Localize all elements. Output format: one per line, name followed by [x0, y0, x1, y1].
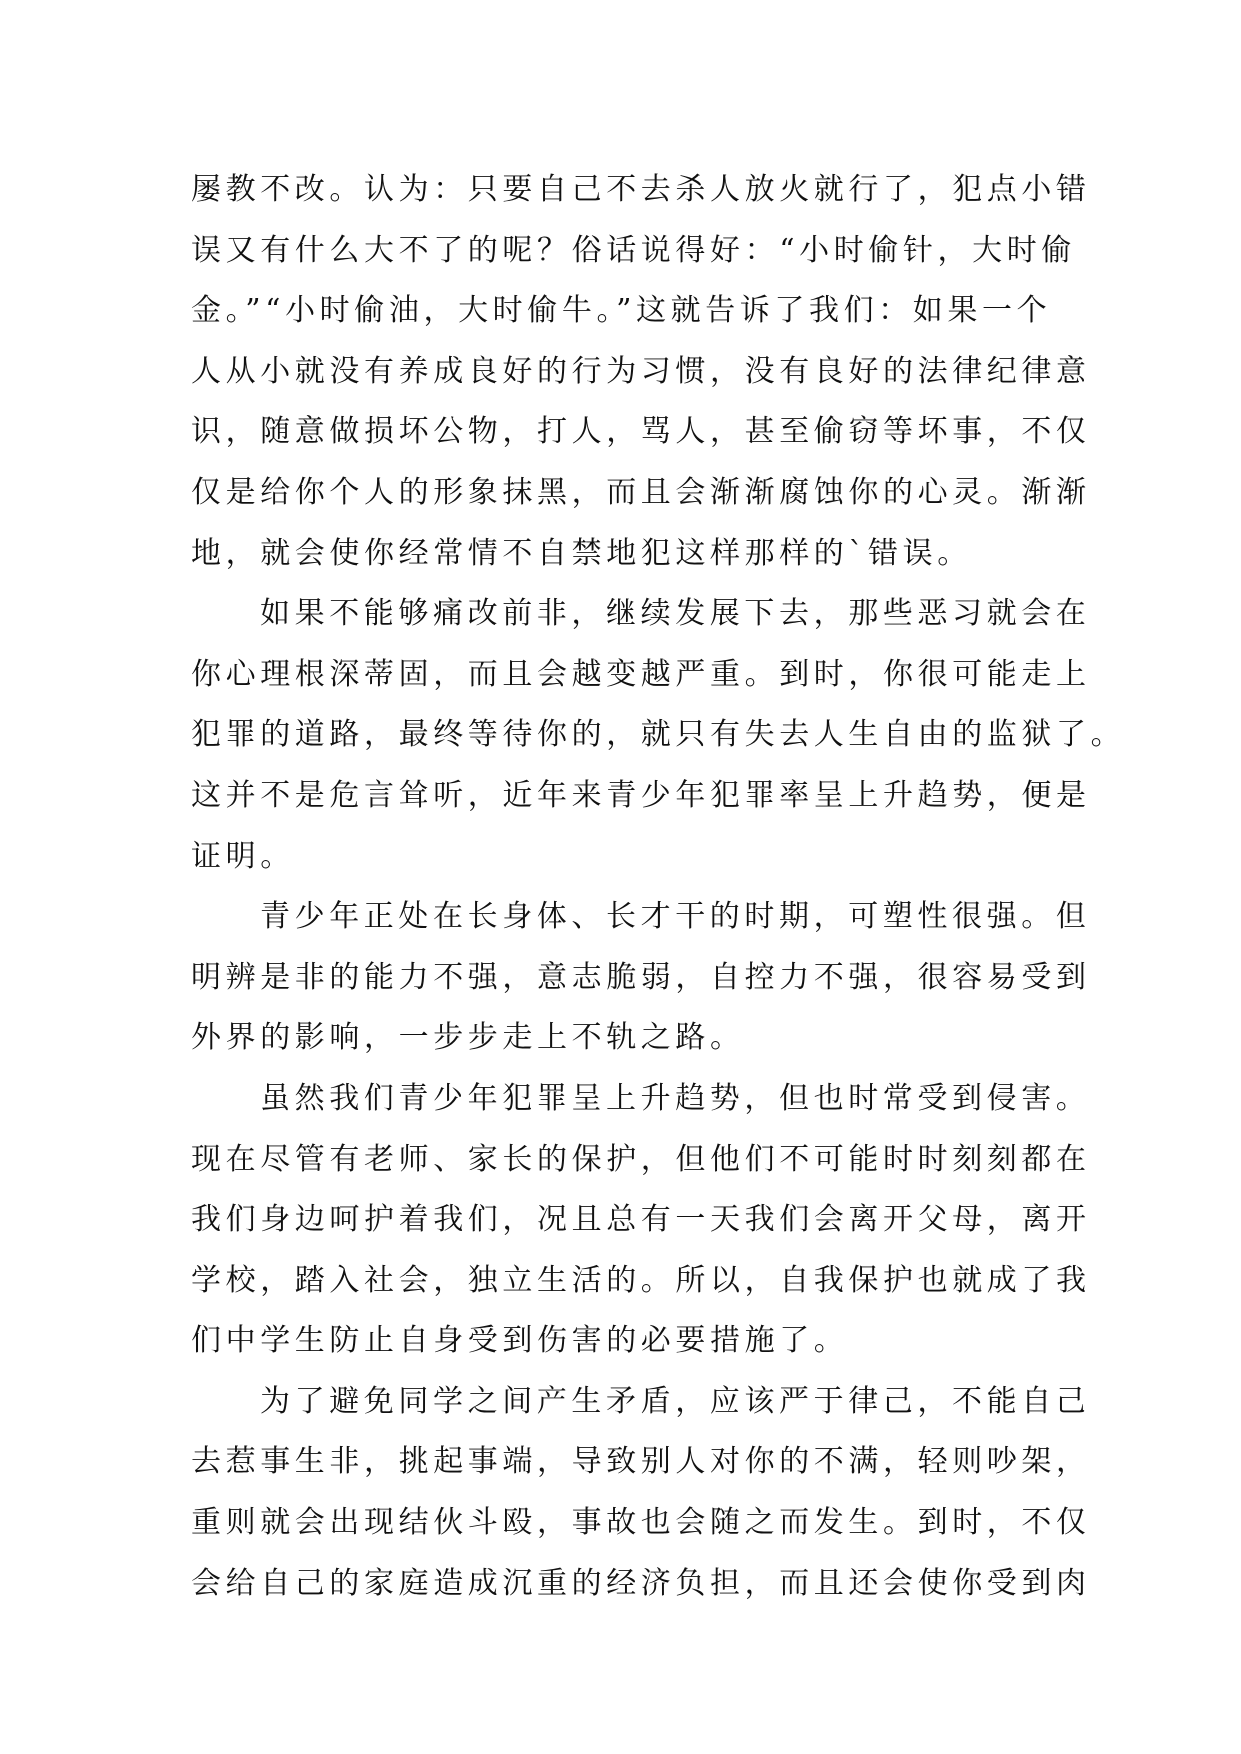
- text-line: 我们身边呵护着我们，况且总有一天我们会离开父母，离开: [191, 1202, 1091, 1238]
- text-line: 误又有什么大不了的呢？俗话说得好：“小时偷针，大时偷: [191, 232, 1076, 268]
- text-line: 去惹事生非，挑起事端，导致别人对你的不满，轻则吵架，: [191, 1444, 1091, 1480]
- text-line: 外界的影响，一步步走上不轨之路。: [191, 1020, 745, 1056]
- text-line: 屡教不改。认为：只要自己不去杀人放火就行了，犯点小错: [191, 172, 1091, 207]
- text-line: 识，随意做损坏公物，打人，骂人，甚至偷窃等坏事，不仅: [191, 414, 1091, 450]
- text-line: 金。”“小时偷油，大时偷牛。”这就告诉了我们：如果一个: [191, 293, 1052, 329]
- text-line: 会给自己的家庭造成沉重的经济负担，而且还会使你受到肉: [191, 1565, 1091, 1601]
- text-line: 这并不是危言耸听，近年来青少年犯罪率呈上升趋势，便是: [191, 777, 1091, 813]
- text-line: 青少年正处在长身体、长才干的时期，可塑性很强。但: [260, 899, 1091, 935]
- text-line: 虽然我们青少年犯罪呈上升趋势，但也时常受到侵害。: [260, 1080, 1091, 1116]
- text-line: 们中学生防止自身受到伤害的必要措施了。: [191, 1323, 849, 1359]
- text-line: 人从小就没有养成良好的行为习惯，没有良好的法律纪律意: [191, 353, 1091, 389]
- document-body: [191, 160, 1126, 1614]
- text-line: 仅是给你个人的形象抹黑，而且会渐渐腐蚀你的心灵。渐渐: [191, 474, 1091, 510]
- text-line: 学校，踏入社会，独立生活的。所以，自我保护也就成了我: [191, 1262, 1091, 1298]
- text-line: 如果不能够痛改前非，继续发展下去，那些恶习就会在: [260, 596, 1091, 632]
- text-line: 你心理根深蒂固，而且会越变越严重。到时，你很可能走上: [191, 656, 1091, 692]
- text-line: 为了避免同学之间产生矛盾，应该严于律己，不能自己: [260, 1383, 1091, 1419]
- text-line: 犯罪的道路，最终等待你的，就只有失去人生自由的监狱了。: [191, 717, 1126, 753]
- text-line: 地，就会使你经常情不自禁地犯这样那样的`错误。: [191, 535, 972, 571]
- text-line: 明辨是非的能力不强，意志脆弱，自控力不强，很容易受到: [191, 959, 1091, 995]
- text-line: 证明。: [191, 838, 295, 874]
- text-line: 现在尽管有老师、家长的保护，但他们不可能时时刻刻都在: [191, 1141, 1091, 1177]
- text-line: 重则就会出现结伙斗殴，事故也会随之而发生。到时，不仅: [191, 1505, 1091, 1541]
